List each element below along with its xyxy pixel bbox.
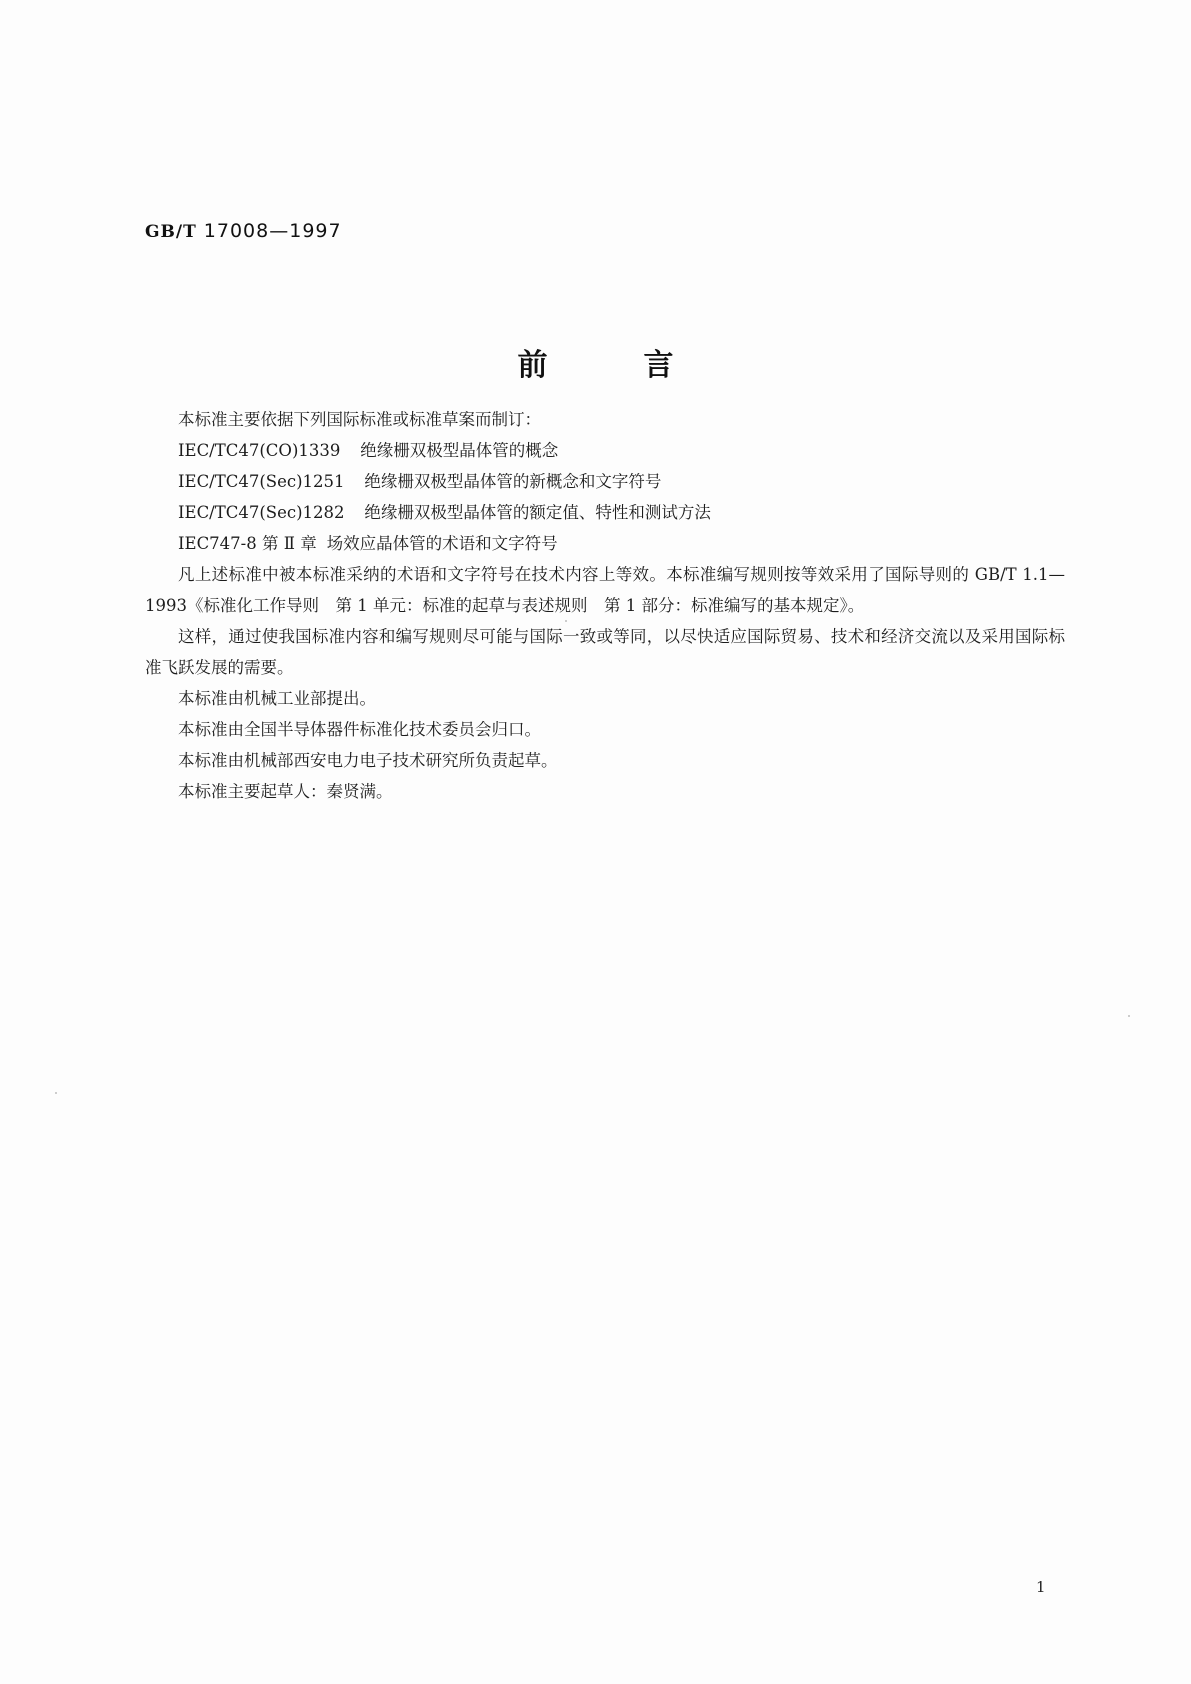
standard-prefix: GB/T	[145, 222, 197, 242]
reference-name: 绝缘栅双极型晶体管的额定值、特性和测试方法	[364, 503, 711, 522]
page-title: 前言	[517, 348, 770, 383]
body-paragraph: 本标准由机械部西安电力电子技术研究所负责起草。	[178, 751, 558, 770]
reference-name: 绝缘栅双极型晶体管的新概念和文字符号	[364, 472, 662, 491]
reference-name: 场效应晶体管的术语和文字符号	[326, 534, 558, 553]
body-paragraph: 本标准由全国半导体器件标准化技术委员会归口。	[178, 720, 541, 739]
reference-name: 绝缘栅双极型晶体管的概念	[360, 441, 559, 460]
body-paragraph: 本标准由机械工业部提出。	[178, 689, 376, 708]
reference-code: IEC747-8 第 Ⅱ 章	[178, 534, 317, 553]
document-body	[145, 404, 1065, 807]
reference-item	[145, 528, 1065, 559]
reference-code: IEC/TC47(CO)1339	[178, 441, 341, 460]
standard-number: 17008—1997	[203, 220, 342, 242]
intro-paragraph: 本标准主要依据下列国际标准或标准草案而制订：	[178, 410, 541, 429]
scan-speck	[565, 620, 567, 622]
body-paragraph: 本标准主要起草人：秦贤满。	[178, 782, 393, 801]
standard-code	[145, 220, 342, 242]
reference-item	[145, 497, 1065, 528]
reference-code: IEC/TC47(Sec)1251	[178, 472, 345, 491]
scan-speck	[1128, 1015, 1130, 1017]
body-paragraph: 这样，通过使我国标准内容和编写规则尽可能与国际一致或等同，以尽快适应国际贸易、技术和经济交流以及采用国际标准飞跃发展的需要。	[145, 627, 1065, 677]
reference-item	[145, 435, 1065, 466]
scan-speck	[55, 1092, 57, 1094]
reference-code: IEC/TC47(Sec)1282	[178, 503, 345, 522]
page-number: 1	[1036, 1578, 1046, 1596]
body-paragraph: 凡上述标准中被本标准采纳的术语和文字符号在技术内容上等效。本标准编写规则按等效采用了国际导则的 GB/T 1.1—1993《标准化工作导则 第 1 单元：标准的起草与表述规则 第 1 部分：标准编写的基本规定》。	[145, 565, 1065, 615]
reference-item	[145, 466, 1065, 497]
